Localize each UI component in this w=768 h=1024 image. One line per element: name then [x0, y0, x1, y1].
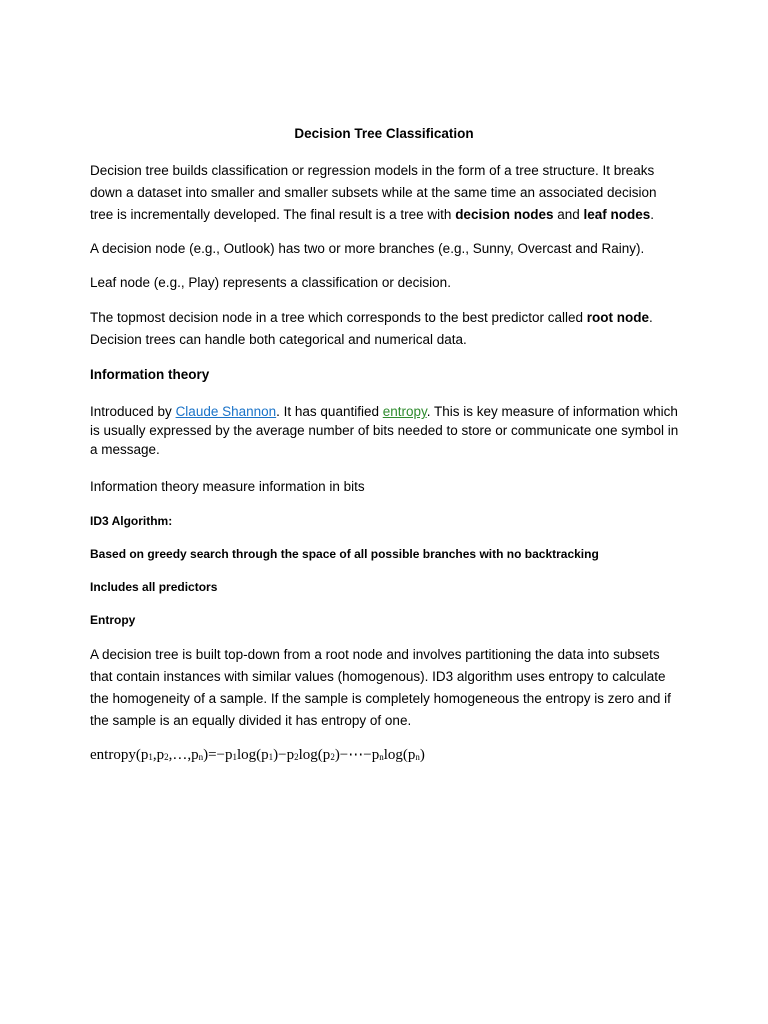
formula-sub: 2: [330, 752, 335, 762]
formula-sub: 1: [268, 752, 274, 762]
information-measure-paragraph: Information theory measure information in bits: [90, 479, 365, 494]
entropy-link[interactable]: entropy: [382, 404, 427, 419]
intro-end: .: [650, 207, 655, 222]
formula-part: ,…,p: [168, 747, 199, 763]
claude-shannon-link[interactable]: Claude Shannon: [175, 404, 277, 419]
root-text: The topmost decision node in a tree which corresponds to the best predictor called: [90, 310, 587, 325]
info-mid: . It has quantified: [276, 404, 383, 419]
formula-part: )−p: [273, 747, 295, 763]
formula-sub: 2: [164, 752, 169, 762]
formula-part: )=−p: [203, 747, 233, 763]
decision-nodes-term: decision nodes: [455, 207, 554, 222]
formula-sub: n: [379, 752, 384, 762]
formula-sub: 2: [294, 752, 299, 762]
intro-paragraph: [90, 160, 682, 226]
formula-part: log(p: [383, 747, 416, 763]
intro-mid: and: [553, 207, 584, 222]
root-end: . Decision trees can handle both categorical and numerical data.: [90, 310, 653, 347]
formula-part: ,p: [152, 747, 165, 763]
formula-part: entropy(p: [90, 747, 149, 763]
decision-node-paragraph: A decision node (e.g., Outlook) has two or more branches (e.g., Sunny, Overcast and Rainy).: [90, 241, 645, 256]
entropy-heading: Entropy: [90, 613, 136, 627]
id3-greedy-search: Based on greedy search through the space of all possible branches with no backtracking: [90, 547, 599, 561]
leaf-nodes-term: leaf nodes: [583, 207, 651, 222]
intro-text: Decision tree builds classification or regression models in the form of a tree structure. It breaks down a dataset into smaller and smaller subsets while at the same time an associated decision tree is incrementally developed. The final result is a tree with: [90, 163, 657, 222]
formula-sub: n: [198, 752, 204, 762]
root-node-term: root node: [586, 310, 650, 325]
info-prefix: Introduced by: [90, 404, 176, 419]
id3-heading: ID3 Algorithm:: [90, 514, 173, 528]
formula-part: ): [419, 747, 425, 763]
information-theory-heading: Information theory: [90, 367, 210, 382]
info-end: . This is key measure of information which is usually expressed by the average number of bits needed to store or communicate one symbol in a message.: [90, 404, 679, 457]
formula-sub: 1: [148, 752, 153, 762]
formula-part: log(p: [298, 747, 331, 763]
information-theory-paragraph: [90, 402, 682, 459]
leaf-node-paragraph: Leaf node (e.g., Play) represents a classification or decision.: [90, 275, 451, 290]
id3-predictors: Includes all predictors: [90, 580, 218, 594]
entropy-formula: [90, 745, 425, 764]
root-node-paragraph: [90, 307, 682, 351]
formula-part: )−⋯−p: [334, 747, 380, 763]
page-title: Decision Tree Classification: [294, 126, 474, 141]
formula-sub: 1: [232, 752, 237, 762]
formula-part: log(p: [237, 747, 269, 763]
formula-sub: n: [415, 752, 420, 762]
entropy-paragraph: A decision tree is built top-down from a root node and involves partitioning the data into subsets that contain instances with similar values (homogenous). ID3 algorithm uses entropy to calculate the homogeneity of a sample. If the sample is completely homogeneous the entropy is zero and if the sample is an equally divided it has entropy of one.: [90, 647, 671, 728]
